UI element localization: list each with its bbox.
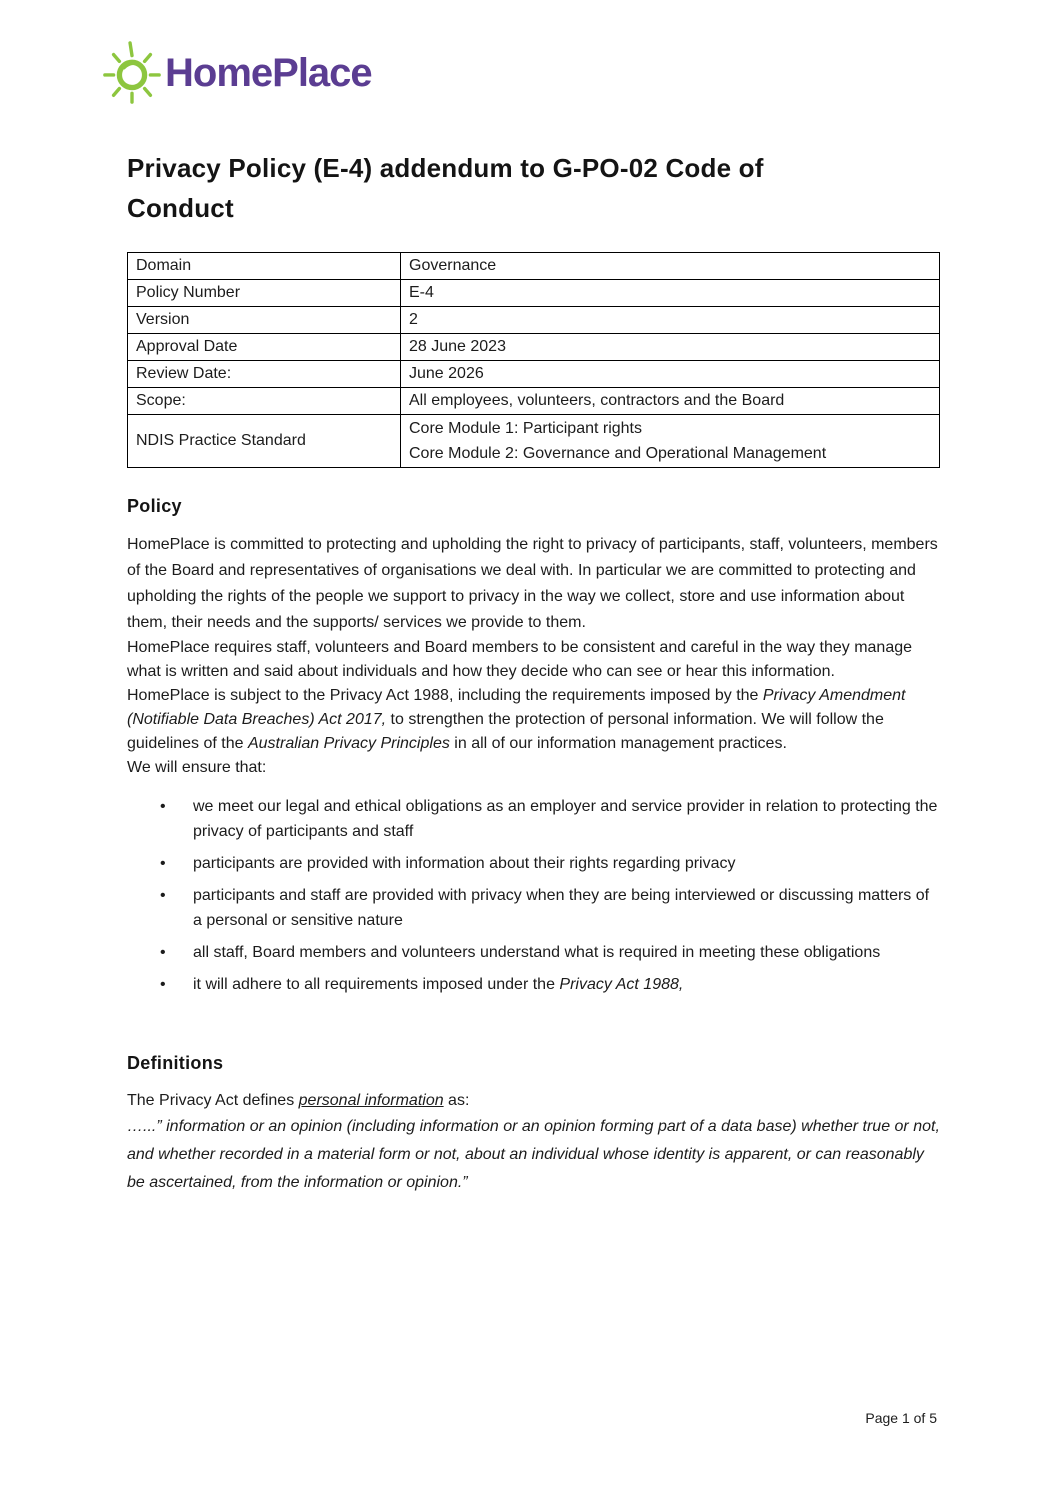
intro-text: The Privacy Act defines [127, 1091, 299, 1109]
row-value [401, 415, 940, 468]
row-label: Policy Number [128, 280, 401, 307]
row-label: Domain [128, 253, 401, 280]
row-label: Review Date: [128, 361, 401, 388]
row-label: Version [128, 307, 401, 334]
list-item [193, 794, 940, 844]
row-value: 28 June 2023 [401, 334, 940, 361]
page-title-line-2: Conduct [127, 193, 234, 223]
row-value: E-4 [401, 280, 940, 307]
definitions-heading: Definitions [127, 1052, 224, 1073]
row-label: NDIS Practice Standard [128, 415, 401, 468]
table-row-policy-number [128, 280, 940, 307]
table-row-ndis-standard [128, 415, 940, 468]
row-value: All employees, volunteers, contractors and the Board [401, 388, 940, 415]
p3-text: HomePlace is subject to the Privacy Act 1988, including the requirements imposed by the [127, 686, 763, 704]
policy-paragraph-2: HomePlace requires staff, volunteers and Board members to be consistent and careful in the way they manage what is written and said about individuals and how they decide who can see or hear this information. [127, 638, 913, 680]
list-item [193, 883, 940, 933]
personal-information-term: personal information [298, 1091, 444, 1109]
row-value-line-1: Core Module 1: Participant rights [409, 420, 642, 437]
table-row-approval-date [128, 334, 940, 361]
row-value-line-2: Core Module 2: Governance and Operational Management [409, 445, 827, 462]
page-number: Page 1 of 5 [865, 1410, 937, 1426]
list-item [193, 940, 940, 965]
policy-bullet-list [127, 794, 940, 997]
sun-icon [101, 40, 163, 106]
row-label: Approval Date [128, 334, 401, 361]
bullet-text-italic: Privacy Act 1988, [559, 975, 684, 993]
bullet-text: it will adhere to all requirements imposed under the [193, 975, 560, 993]
policy-paragraph-3 [127, 684, 940, 756]
page-title-line-1: Privacy Policy (E-4) addendum to G-PO-02 Code of [127, 153, 764, 183]
definition-quote: …...” information or an opinion (including information or an opinion forming part of a data base) whether true or not, and whether recorded in a material form or not, about an individual whose identity is apparent, or can reasonably be ascertained, from the information or opinion.” [127, 1117, 940, 1191]
bullet-text: all staff, Board members and volunteers understand what is required in meeting these obligations [193, 943, 881, 961]
row-value: 2 [401, 307, 940, 334]
policy-heading: Policy [127, 496, 182, 516]
p3-text: in all of our information management practices. [449, 734, 787, 752]
bullet-text: we meet our legal and ethical obligations as an employer and service provider in relation to protecting the privacy of participants and staff [193, 797, 938, 840]
row-value: June 2026 [401, 361, 940, 388]
bullet-text: participants are provided with information about their rights regarding privacy [193, 854, 736, 872]
intro-text: as: [443, 1091, 470, 1109]
ensure-intro: We will ensure that: [127, 758, 267, 776]
p3-privacy-principles: Australian Privacy Principles [247, 734, 450, 752]
bullet-text: participants and staff are provided with privacy when they are being interviewed or discussing matters of a personal or sensitive nature [193, 886, 930, 929]
row-value: Governance [401, 253, 940, 280]
list-item [193, 972, 940, 997]
logo-wordmark: HomePlace [165, 51, 372, 95]
policy-paragraph-1: HomePlace is committed to protecting and upholding the right to privacy of participants, staff, volunteers, members of the Board and representatives of organisations we deal with. In particular we are committed to protecting and upholding the rights of the people we support to privacy in the way we collect, store and use information about them, their needs and the supports/ services we provide to them. [127, 535, 938, 631]
table-row-domain [128, 253, 940, 280]
table-row-review-date [128, 361, 940, 388]
p3-text: to strengthen the protection of personal information. We will follow the guidelines of the [127, 710, 884, 752]
p3-act-2017: Privacy Amendment (Notifiable Data Breaches) Act 2017, [127, 686, 906, 728]
homeplace-logo [101, 40, 940, 106]
row-label: Scope: [128, 388, 401, 415]
table-row-scope [128, 388, 940, 415]
policy-metadata-table [127, 252, 940, 468]
page-title [127, 148, 940, 228]
definitions-intro [127, 1089, 940, 1113]
list-item [193, 851, 940, 876]
table-row-version [128, 307, 940, 334]
